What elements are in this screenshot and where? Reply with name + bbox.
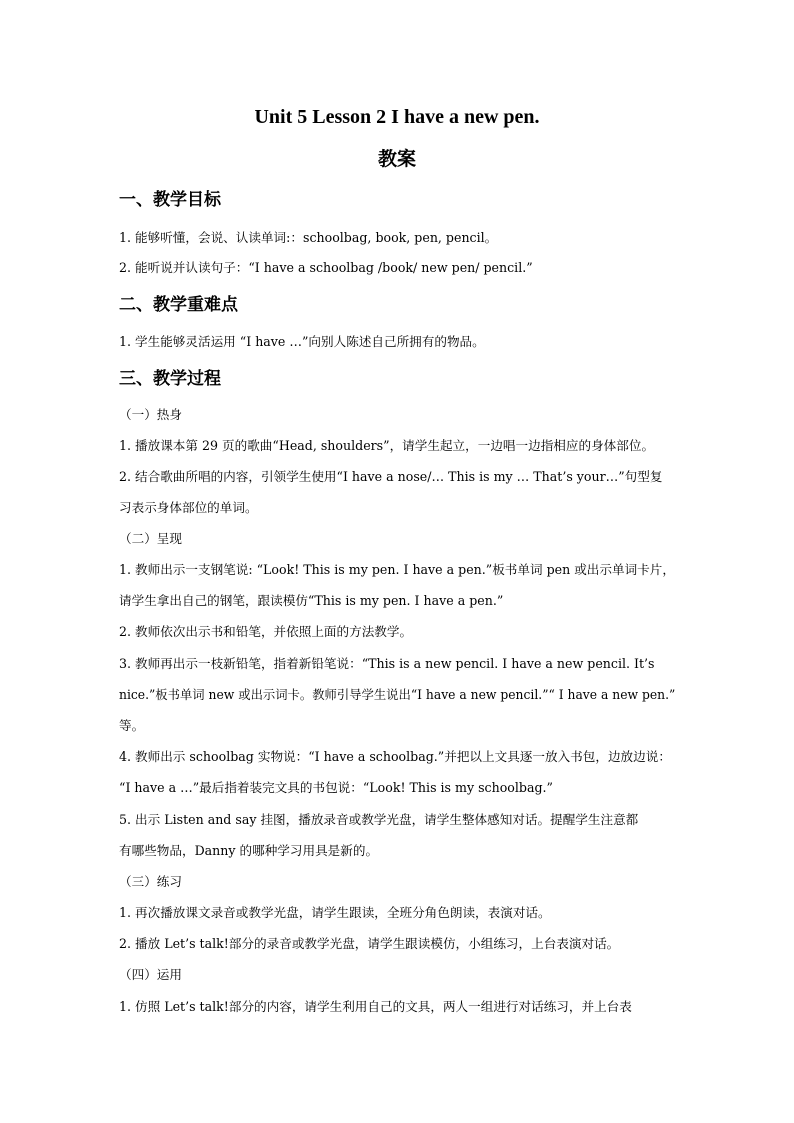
- paragraph: 有哪些物品，Danny 的哪种学习用具是新的。: [119, 843, 379, 858]
- paragraph: 2. 播放 Let’s talk!部分的录音或教学光盘，请学生跟读模仿，小组练习，上台表演对话。: [119, 936, 620, 951]
- paragraph: 请学生拿出自己的钢笔，跟读模仿“This is my pen. I have a pen.”: [119, 593, 504, 608]
- paragraph: 习表示身体部位的单词。: [119, 500, 258, 515]
- section-heading-process: 三、教学过程: [119, 369, 221, 389]
- subsection-heading: （三）练习: [119, 874, 182, 889]
- subsection-heading: （二）呈现: [119, 531, 182, 546]
- subsection-heading: （四）运用: [119, 967, 182, 982]
- paragraph: 1. 仿照 Let’s talk!部分的内容，请学生利用自己的文具，两人一组进行对话练习，并上台表: [119, 999, 632, 1014]
- subsection-heading: （一）热身: [119, 407, 182, 422]
- paragraph: 4. 教师出示 schoolbag 实物说：“I have a schoolbag.”并把以上文具逐一放入书包，边放边说：: [119, 749, 671, 764]
- paragraph: “I have a …”最后指着装完文具的书包说：“Look! This is my schoolbag.”: [119, 780, 553, 795]
- paragraph: 1. 学生能够灵活运用 “I have …”向别人陈述自己所拥有的物品。: [119, 334, 485, 349]
- paragraph: 1. 能够听懂，会说、认读单词:：schoolbag, book, pen, pencil。: [119, 230, 498, 245]
- paragraph: 2. 能听说并认读句子：“I have a schoolbag /book/ new pen/ pencil.”: [119, 260, 533, 275]
- paragraph: 5. 出示 Listen and say 挂图，播放录音或教学光盘，请学生整体感知对话。提醒学生注意都: [119, 812, 639, 827]
- paragraph: nice.”板书单词 new 或出示词卡。教师引导学生说出“I have a new pencil.”“ I have a new pen.”: [119, 687, 676, 702]
- paragraph: 1. 播放课本第 29 页的歌曲“Head, shoulders”，请学生起立，一边唱一边指相应的身体部位。: [119, 438, 655, 453]
- section-heading-objectives: 一、教学目标: [119, 190, 221, 210]
- paragraph: 1. 教师出示一支钢笔说: “Look! This is my pen. I have a pen.”板书单词 pen 或出示单词卡片，: [119, 562, 675, 577]
- paragraph: 3. 教师再出示一枝新铅笔，指着新铅笔说：“This is a new pencil. I have a new pencil. It’s: [119, 656, 655, 671]
- paragraph: 等。: [119, 718, 145, 733]
- paragraph: 1. 再次播放课文录音或教学光盘，请学生跟读，全班分角色朗读，表演对话。: [119, 905, 551, 920]
- section-heading-key-points: 二、教学重难点: [119, 295, 238, 315]
- document-title: Unit 5 Lesson 2 I have a new pen.: [254, 106, 540, 128]
- paragraph: 2. 结合歌曲所唱的内容，引领学生使用“I have a nose/… This is my … That’s your…”句型复: [119, 469, 663, 484]
- document-subtitle: 教案: [377, 148, 416, 170]
- paragraph: 2. 教师依次出示书和铅笔，并依照上面的方法教学。: [119, 624, 413, 639]
